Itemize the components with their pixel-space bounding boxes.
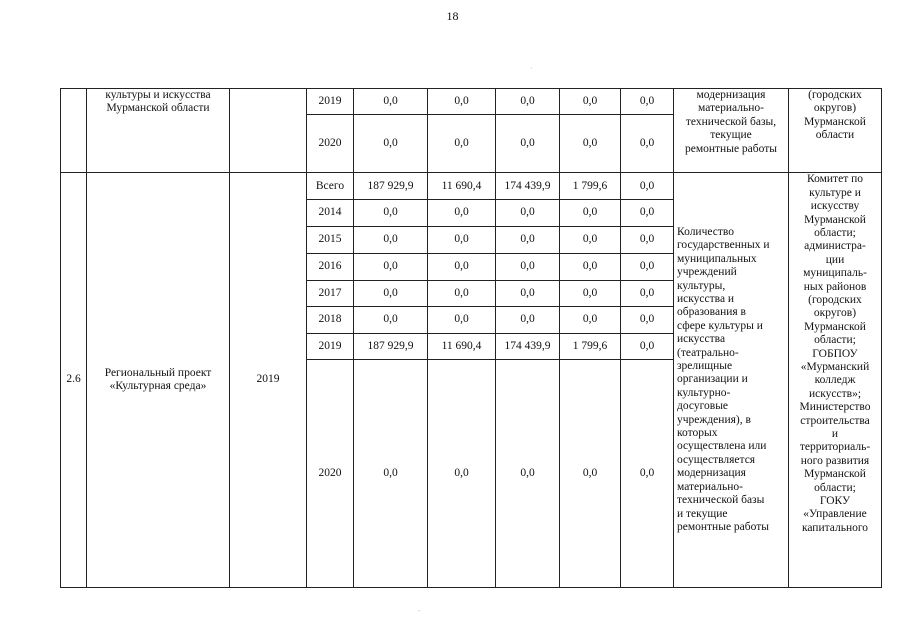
- cell-value: 0,0: [621, 280, 674, 306]
- cell-value: 0,0: [496, 306, 560, 333]
- cell-value: 0,0: [621, 89, 674, 115]
- cell-value: 0,0: [354, 280, 428, 306]
- cell-value: 11 690,4: [428, 173, 496, 200]
- cell-value: 0,0: [621, 226, 674, 253]
- cell-value: 0,0: [354, 89, 428, 115]
- cell-indicator: модернизация материально- технической базы, текущие ремонтные работы: [674, 89, 789, 173]
- cell-value: 0,0: [621, 115, 674, 173]
- cell-value: 0,0: [354, 115, 428, 173]
- cell-value: 0,0: [560, 359, 621, 587]
- cell-value: 0,0: [621, 359, 674, 587]
- cell-number: [61, 89, 87, 173]
- scan-speck: -: [418, 606, 421, 615]
- cell-value: 0,0: [354, 306, 428, 333]
- cell-value: 0,0: [354, 253, 428, 280]
- cell-year: Всего: [307, 173, 354, 200]
- cell-value: 187 929,9: [354, 173, 428, 200]
- cell-number: 2.6: [61, 173, 87, 588]
- cell-value: 0,0: [560, 200, 621, 226]
- cell-value: 1 799,6: [560, 333, 621, 359]
- cell-year: 2019: [307, 333, 354, 359]
- cell-year: 2019: [307, 89, 354, 115]
- cell-value: 0,0: [560, 306, 621, 333]
- cell-year: 2017: [307, 280, 354, 306]
- scan-speck: ·: [530, 64, 533, 73]
- cell-year: 2020: [307, 115, 354, 173]
- cell-executor: (городских округов) Мурманской области: [789, 89, 882, 173]
- cell-value: 0,0: [354, 200, 428, 226]
- cell-name: культуры и искусства Мурманской области: [87, 89, 230, 173]
- cell-value: 0,0: [496, 226, 560, 253]
- cell-value: 0,0: [560, 226, 621, 253]
- cell-value: 0,0: [621, 333, 674, 359]
- cell-value: 0,0: [428, 306, 496, 333]
- cell-year: 2014: [307, 200, 354, 226]
- cell-value: 0,0: [428, 280, 496, 306]
- cell-value: 0,0: [428, 359, 496, 587]
- table-row: [61, 89, 882, 115]
- cell-value: 11 690,4: [428, 333, 496, 359]
- cell-value: 0,0: [496, 89, 560, 115]
- cell-value: 0,0: [621, 173, 674, 200]
- cell-period: 2019: [230, 173, 307, 588]
- cell-period: [230, 89, 307, 173]
- cell-value: 0,0: [621, 253, 674, 280]
- cell-value: 0,0: [428, 89, 496, 115]
- cell-value: 0,0: [428, 115, 496, 173]
- cell-value: 0,0: [428, 200, 496, 226]
- cell-value: 0,0: [496, 115, 560, 173]
- cell-value: 0,0: [496, 200, 560, 226]
- cell-value: 0,0: [354, 359, 428, 587]
- cell-value: 0,0: [496, 280, 560, 306]
- cell-value: 0,0: [496, 359, 560, 587]
- cell-value: 1 799,6: [560, 173, 621, 200]
- cell-value: 0,0: [560, 115, 621, 173]
- cell-value: 0,0: [560, 89, 621, 115]
- cell-value: 187 929,9: [354, 333, 428, 359]
- cell-value: 174 439,9: [496, 333, 560, 359]
- cell-value: 0,0: [354, 226, 428, 253]
- page-number: 18: [446, 9, 459, 23]
- cell-indicator: Количество государственных и муниципальных учреждений культуры, искусства и образования в сфере культуры и искусства (театрально- зрелищные организации и культурно- досуговые учреждения), в которых осуществлена или осуществляется модернизация материально- технической базы и текущие ремонтные работы: [674, 173, 789, 588]
- cell-value: 0,0: [428, 226, 496, 253]
- cell-executor: Комитет по культуре и искусству Мурманской области; администра- ции муниципаль- ных районов (городских округов) Мурманской области; ГОБПОУ «Мурманский колледж искусств»; Министерство строительства и территориаль- ного развития Мурманской области; ГОКУ «Управление капитального: [789, 173, 882, 588]
- cell-year: 2016: [307, 253, 354, 280]
- cell-value: 0,0: [621, 200, 674, 226]
- cell-year: 2020: [307, 359, 354, 587]
- program-table: [60, 88, 882, 588]
- cell-name: Региональный проект «Культурная среда»: [87, 173, 230, 588]
- table-row: [61, 173, 882, 200]
- cell-value: 0,0: [560, 280, 621, 306]
- cell-value: 0,0: [621, 306, 674, 333]
- cell-value: 174 439,9: [496, 173, 560, 200]
- cell-value: 0,0: [428, 253, 496, 280]
- cell-value: 0,0: [496, 253, 560, 280]
- cell-year: 2018: [307, 306, 354, 333]
- cell-year: 2015: [307, 226, 354, 253]
- cell-value: 0,0: [560, 253, 621, 280]
